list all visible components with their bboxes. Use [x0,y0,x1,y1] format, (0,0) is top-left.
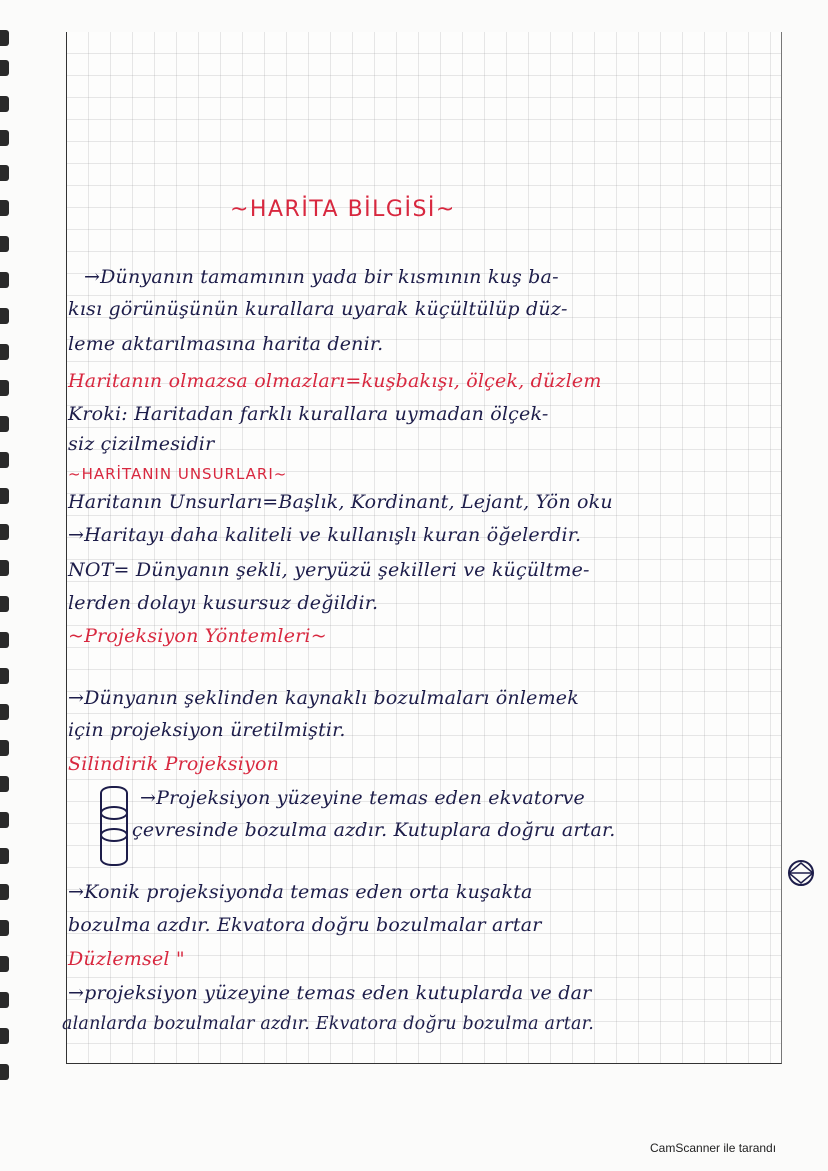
note-line: Kroki: Haritadan farklı kurallara uymadan ölçek- [68,403,549,425]
note-line: alanlarda bozulmalar azdır. Ekvatora doğru bozulma artar. [62,1014,595,1034]
note-line: →Haritayı daha kaliteli ve kullanışlı kuran öğelerdir. [68,524,582,546]
section-heading: ~HARİTANIN UNSURLARI~ [68,465,288,483]
note-line: Haritanın Unsurları=Başlık, Kordinant, Lejant, Yön oku [68,491,613,513]
section-heading: Düzlemsel " [68,948,185,970]
page-title: ~HARİTA BİLGİSİ~ [230,197,456,222]
section-heading: ~Projeksiyon Yöntemleri~ [68,625,327,647]
note-line: için projeksiyon üretilmiştir. [68,719,346,741]
note-line: →Dünyanın şeklinden kaynaklı bozulmaları önlemek [68,687,579,709]
note-line: çevresinde bozulma azdır. Kutuplara doğru artar. [132,819,616,841]
section-heading: Silindirik Projeksiyon [68,753,280,775]
note-line: lerden dolayı kusursuz değildir. [68,592,379,614]
globe-sketch-icon [786,858,816,888]
cylinder-sketch [100,786,128,866]
note-line: NOT= Dünyanın şekli, yeryüzü şekilleri ve küçültme- [68,559,590,581]
note-line: bozulma azdır. Ekvatora doğru bozulmalar artar [68,914,542,936]
notebook-binding [0,0,14,1100]
note-line: →Konik projeksiyonda temas eden orta kuşakta [68,881,533,903]
note-line: →Dünyanın tamamının yada bir kısmının kuş ba- [84,266,559,288]
note-line: kısı görünüşünün kurallara uyarak küçültülüp düz- [68,298,568,320]
note-line: →projeksiyon yüzeyine temas eden kutuplarda ve dar [68,982,592,1004]
note-line: →Projeksiyon yüzeyine temas eden ekvatorve [140,787,586,809]
note-line: leme aktarılmasına harita denir. [68,333,384,355]
note-line: siz çizilmesidir [68,433,215,455]
note-line: Haritanın olmazsa olmazları=kuşbakışı, ölçek, düzlem [68,370,602,392]
notebook-page [66,32,782,1064]
scanner-watermark: CamScanner ile tarandı [650,1141,777,1155]
